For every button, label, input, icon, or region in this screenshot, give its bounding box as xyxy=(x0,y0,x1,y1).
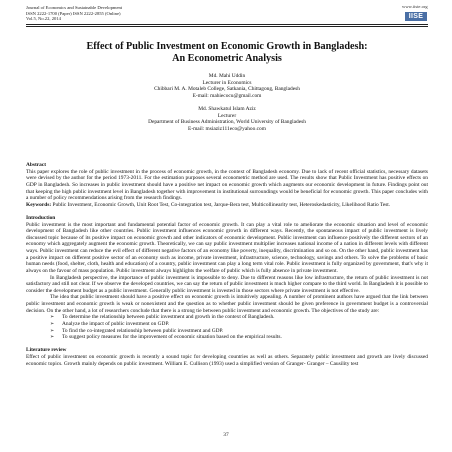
journal-url[interactable]: www.iiste.org xyxy=(402,4,428,9)
arrow-bullet-icon: ➢ xyxy=(50,320,55,327)
journal-name: Journal of Economics and Sustainable Development xyxy=(26,5,123,10)
author-2-affiliation: Department of Business Administration, World University of Bangladesh xyxy=(148,119,306,126)
header-rule-double xyxy=(26,26,428,27)
objectives-list xyxy=(26,314,428,341)
objective-item: ➢ To determine the relationship between public investment and growth in the context of Bangladesh. xyxy=(50,314,275,321)
author-1-email[interactable]: E-mail: mahiecocu@gmail.com xyxy=(192,93,262,100)
journal-volume: Vol.5, No.22, 2014 xyxy=(26,16,61,22)
abstract-text: This paper explores the role of public investment in the process of economic growth, in the context of Bangladesh economy. Due to lack of recent official statistics, necessary datasets were devised by the author for the period 1973-2011. For the estimation purposes several econometric method are used. The results show that Public Investment has positive effects on GDP in Bangladesh. So increases in public investment should have a positive net impact on economic growth which augments our economic development in future. Findings point out that keeping the high public investment level in Bangladesh together with improvement in institutional surroundings would be beneficial for economic growth. This paper concludes with a number of policy recommendations arising from the research findings. xyxy=(26,168,428,202)
introduction-para-2: In Bangladesh perspective, the importance of public investment is impossible to deny. Due to different reasons like low infrastructure, the return of public investment is not satisfactory and still not clear. If we observe the developed countries, we can say the return of public investment is much higher compare to the third world. In Bangladesh it is possible to consider the development budget as a public investment. Generally public investment is invested in those sectors where private investment is not effective. xyxy=(26,274,428,294)
introduction-para-3: The idea that public investment should have a positive effect on economic growth is intuitively appealing. A number of prominent authors have argued that the link between public investment and economic growth is weak or nonexistent and the question as to whether public investment should be given preference in government budget is a controversial decision. On the other hand, a lot of researchers conclude that there is a strong tie between public investment and economic growth. The objectives of the study are: xyxy=(26,294,428,314)
paper-title xyxy=(26,41,428,65)
author-2-position: Lecturer xyxy=(217,112,237,119)
journal-header xyxy=(26,5,426,22)
title-line-1: Effect of Public Investment on Economic Growth in Bangladesh: xyxy=(86,41,368,52)
arrow-bullet-icon: ➢ xyxy=(50,314,55,321)
objective-item: ➢ Analyze the impact of public investment on GDP. xyxy=(50,320,170,327)
title-line-2: An Econometric Analysis xyxy=(172,53,282,64)
author-2-name: Md. Shawkatul Islam Aziz xyxy=(198,105,256,112)
page-number: 37 xyxy=(223,432,229,438)
abstract-heading: Abstract xyxy=(26,162,47,168)
iiste-logo: IISE xyxy=(405,12,427,21)
journal-issn: ISSN 2222-1700 (Paper) ISSN 2222-2855 (Online) xyxy=(26,10,121,16)
keywords-text: Public Investment, Economic Growth, Unit Root Test, Co-integration test, Jarque-Bera test, Multicollinearity test, Heteroskedasticity, Likelihood Ratio Test. xyxy=(52,201,391,208)
objective-item: ➢ To find the co-integrated relationship between public investment and GDP. xyxy=(50,327,224,334)
author-block xyxy=(26,73,428,133)
objective-item: ➢ To suggest policy measures for the improvement of economic situation based on the empirical results. xyxy=(50,334,282,341)
author-1-position: Lecturer in Economics xyxy=(202,79,252,86)
keywords-label: Keywords: xyxy=(26,201,52,208)
author-1-name: Md. Mahi Uddin xyxy=(208,73,246,79)
arrow-bullet-icon: ➢ xyxy=(50,327,55,334)
introduction-para-1: Public investment is the most important and fundamental potential factor of economic growth. It can play a vital role to ameliorate the economic situation and level of economic development of Bangladesh like other countries. Public investment influences economic growth in different ways. Recently, the spontaneous impact of public investment is lively discussed topic because of its positive impact on economic growth and other indicators of economic development. Public investment can influence positively the different sectors of an economy which aggregately augment the economic growth. Theoretically, we can say public investment multiplier increases national income of a nation in different levels with different ways. Public investment can reduce the evil effect of different negative factors of an economy like poverty, inequality, discrimination and so on. On the other hand, public investment has a positive impact on different positive sector of an economy such as income, private investment, infrastructure, science, technology, savings and others. To solve the problems of basic human needs (food, shelter, cloth, health and education) of a country, public investment can play a long term vital role. Public investment is fully organized by government, that's why it always on the favour of mass population. Public investment always highlights the welfare of public which is fully absence in private investment. xyxy=(26,221,428,274)
arrow-bullet-icon: ➢ xyxy=(50,334,55,341)
keywords-line xyxy=(26,202,428,209)
paper-body xyxy=(26,162,428,367)
author-1-affiliation: Chibbari M. A. Motaleb College, Satkania, Chittagong, Bangladesh xyxy=(154,86,300,93)
introduction-heading: Introduction xyxy=(26,214,56,221)
literature-review-heading: Literature review xyxy=(26,347,67,354)
author-2-email[interactable]: E-mail: msiaziz111eco@yahoo.com xyxy=(188,125,266,132)
literature-review-text: Effect of public investment on economic growth is recently a sound topic for developing countries as well as others. Separately public investment and growth are lively discussed economic topics. Growth mainly depends on public investment. William E. Cullison (1993) used a simplified version of Granger- Granger – Causility test xyxy=(26,354,428,367)
